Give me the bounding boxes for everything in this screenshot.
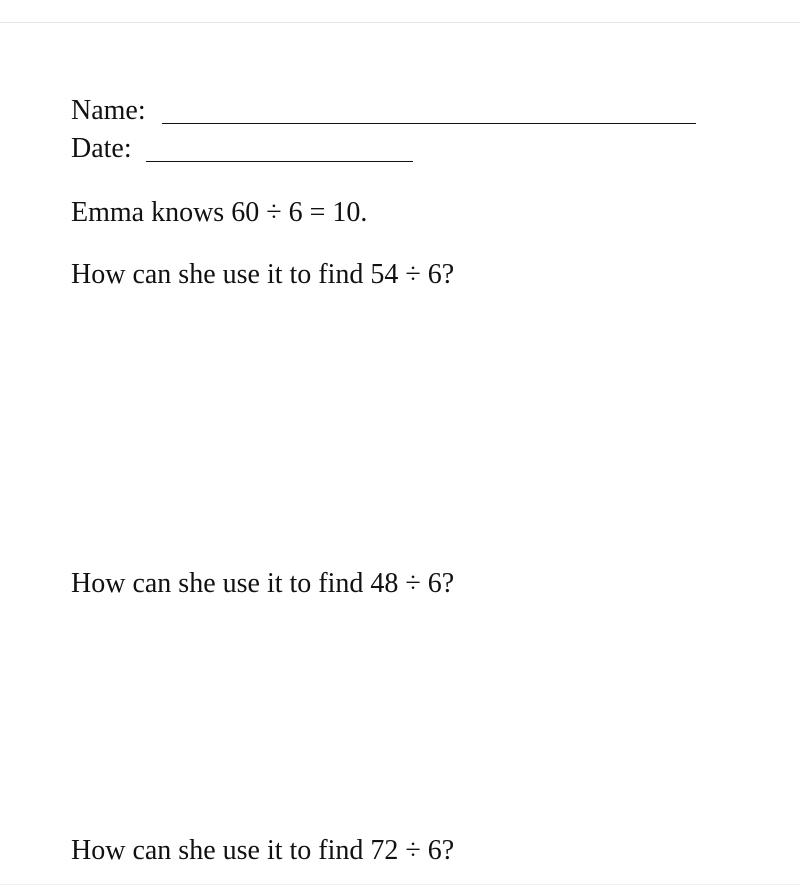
top-divider xyxy=(0,22,800,23)
date-label: Date: xyxy=(71,133,132,164)
question-3: How can she use it to find 72 ÷ 6? xyxy=(71,835,455,866)
name-label: Name: xyxy=(71,95,146,126)
question-2: How can she use it to find 48 ÷ 6? xyxy=(71,568,455,599)
intro-statement: Emma knows 60 ÷ 6 = 10. xyxy=(71,197,368,228)
bottom-divider xyxy=(0,884,800,885)
question-1: How can she use it to find 54 ÷ 6? xyxy=(71,259,455,290)
date-answer-line xyxy=(146,161,413,162)
name-answer-line xyxy=(162,123,696,124)
